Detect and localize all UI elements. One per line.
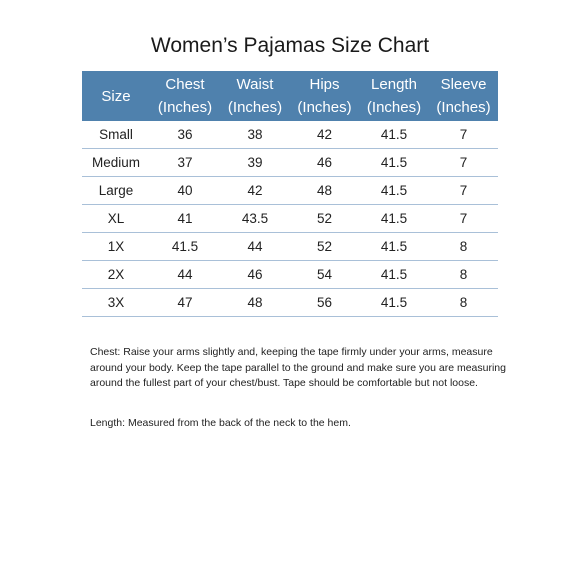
column-header-label: Length: [371, 76, 417, 93]
column-header-size: [82, 71, 150, 121]
cell-length: 41.5: [359, 289, 429, 317]
length-measurement-note: Length: Measured from the back of the neck to the hem.: [90, 417, 351, 429]
cell-size: 3X: [82, 289, 150, 317]
cell-chest: 36: [150, 121, 220, 149]
cell-sleeve: 7: [429, 177, 498, 205]
cell-chest: 41.5: [150, 233, 220, 261]
cell-size: Medium: [82, 149, 150, 177]
cell-length: 41.5: [359, 121, 429, 149]
column-header-label: Size: [101, 87, 131, 105]
table-row: [82, 177, 498, 205]
cell-chest: 44: [150, 261, 220, 289]
cell-hips: 54: [290, 261, 359, 289]
cell-sleeve: 7: [429, 149, 498, 177]
cell-chest: 47: [150, 289, 220, 317]
cell-waist: 43.5: [220, 205, 290, 233]
cell-size: 2X: [82, 261, 150, 289]
cell-length: 41.5: [359, 149, 429, 177]
cell-chest: 40: [150, 177, 220, 205]
cell-hips: 42: [290, 121, 359, 149]
column-header-unit: (Inches): [366, 99, 422, 116]
cell-size: Large: [82, 177, 150, 205]
cell-hips: 48: [290, 177, 359, 205]
table-row: [82, 149, 498, 177]
column-header-hips: [290, 71, 359, 121]
column-header-label: Hips: [309, 76, 340, 93]
cell-waist: 39: [220, 149, 290, 177]
cell-length: 41.5: [359, 233, 429, 261]
table-row: [82, 233, 498, 261]
column-header-label: Sleeve: [440, 76, 487, 93]
cell-hips: 56: [290, 289, 359, 317]
page-title: Women’s Pajamas Size Chart: [150, 34, 430, 57]
cell-chest: 37: [150, 149, 220, 177]
column-header-unit: (Inches): [297, 99, 352, 116]
size-chart-table: [82, 71, 498, 317]
cell-waist: 48: [220, 289, 290, 317]
cell-waist: 46: [220, 261, 290, 289]
column-header-unit: (Inches): [436, 99, 491, 116]
cell-hips: 52: [290, 233, 359, 261]
column-header-label: Chest: [165, 76, 205, 93]
cell-size: Small: [82, 121, 150, 149]
cell-waist: 44: [220, 233, 290, 261]
column-header-chest: [150, 71, 220, 121]
column-header-length: [359, 71, 429, 121]
cell-hips: 46: [290, 149, 359, 177]
column-header-unit: (Inches): [157, 99, 213, 116]
cell-length: 41.5: [359, 205, 429, 233]
table-header-row: [82, 71, 498, 121]
table-row: [82, 121, 498, 149]
cell-sleeve: 7: [429, 205, 498, 233]
table-row: [82, 289, 498, 317]
chest-measurement-note: Chest: Raise your arms slightly and, keeping the tape firmly under your arms, measure around your body. Keep the tape parallel to the ground and make sure you are measuring around the fullest part of your chest/bust. Tape should be comfortable but not loose.: [90, 346, 506, 389]
cell-waist: 42: [220, 177, 290, 205]
cell-length: 41.5: [359, 177, 429, 205]
cell-sleeve: 7: [429, 121, 498, 149]
cell-chest: 41: [150, 205, 220, 233]
cell-size: XL: [82, 205, 150, 233]
column-header-unit: (Inches): [227, 99, 283, 116]
cell-sleeve: 8: [429, 233, 498, 261]
cell-length: 41.5: [359, 261, 429, 289]
cell-sleeve: 8: [429, 289, 498, 317]
cell-size: 1X: [82, 233, 150, 261]
column-header-sleeve: [429, 71, 498, 121]
column-header-waist: [220, 71, 290, 121]
column-header-label: Waist: [236, 76, 274, 93]
table-row: [82, 261, 498, 289]
cell-sleeve: 8: [429, 261, 498, 289]
cell-hips: 52: [290, 205, 359, 233]
cell-waist: 38: [220, 121, 290, 149]
table-row: [82, 205, 498, 233]
